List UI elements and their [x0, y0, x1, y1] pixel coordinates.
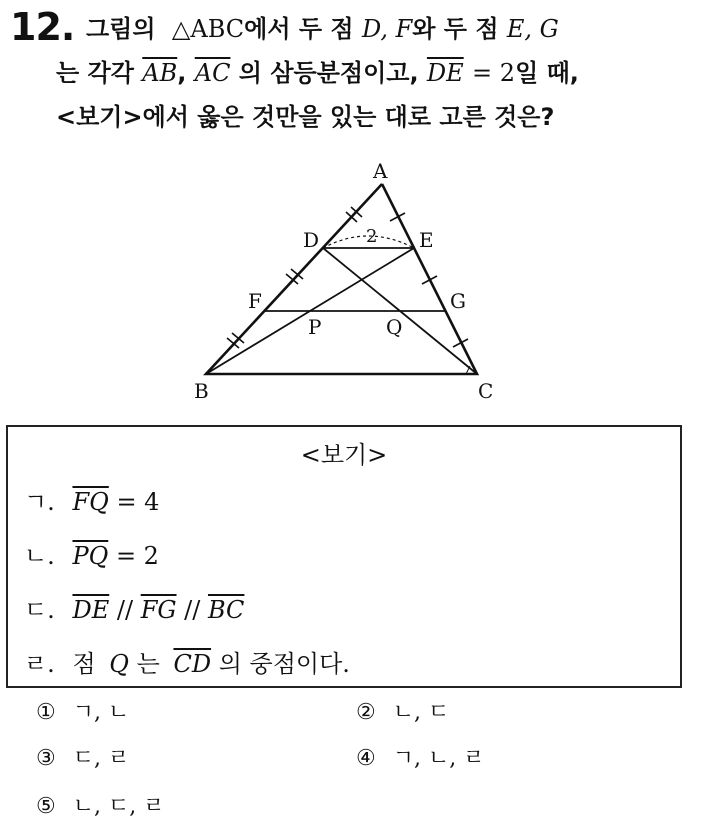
triangle-abc: △ABC — [171, 15, 245, 43]
points-d-f: D, F — [361, 15, 413, 43]
question-line-1: 그림의 △ABC에서 두 점 D, F와 두 점 E, G — [86, 15, 559, 43]
de-equals: = 2 — [472, 59, 516, 87]
bogi-item-3: ㄷ. $\overline{DE} // \overline{FG} // \overline{BC}$ — [24, 596, 245, 624]
choice-1[interactable]: ① ㄱ, ㄴ — [36, 700, 130, 725]
label-d: D — [303, 228, 320, 252]
choice-5[interactable]: ⑤ ㄴ, ㄷ, ㄹ — [36, 794, 165, 819]
question-number: 12. — [10, 5, 75, 49]
choice-4[interactable]: ④ ㄱ, ㄴ, ㄹ — [356, 746, 485, 771]
segment-ab: $\overline{AB}$ — [142, 59, 178, 87]
label-b: B — [194, 379, 209, 403]
label-q: Q — [386, 315, 403, 339]
points-e-g: E, G — [506, 15, 559, 43]
choice-2[interactable]: ② ㄴ, ㄷ — [356, 700, 450, 725]
label-a: A — [373, 159, 388, 183]
segment-de: $\overline{DE}$ — [426, 59, 464, 87]
label-de-length: 2 — [366, 226, 378, 247]
segment-ac: $\overline{AC}$ — [194, 59, 231, 87]
question-line-2: 는 각각 $\overline{AB}$, $\overline{AC}$ 의 삼등분점이고, $\overline{DE} = 2$일 때, — [56, 59, 579, 87]
bogi-item-4: ㄹ. 점 Q 는 $\overline{CD}$ 의 중점이다. — [24, 650, 350, 678]
bogi-box — [6, 425, 682, 688]
label-g: G — [450, 289, 466, 313]
triangle-figure — [0, 150, 717, 420]
label-f: F — [248, 289, 262, 313]
label-e: E — [419, 228, 434, 252]
bogi-title: <보기> — [300, 441, 388, 469]
triangle-outline — [206, 184, 477, 374]
bogi-item-2: ㄴ. $\overline{PQ} = 2$ — [24, 542, 159, 570]
label-p: P — [308, 315, 322, 339]
label-c: C — [478, 379, 494, 403]
choice-3[interactable]: ③ ㄷ, ㄹ — [36, 746, 130, 771]
question-line-3: <보기>에서 옳은 것만을 있는 대로 고른 것은? — [56, 103, 555, 131]
bogi-item-1: ㄱ. $\overline{FQ} = 4$ — [24, 488, 160, 516]
